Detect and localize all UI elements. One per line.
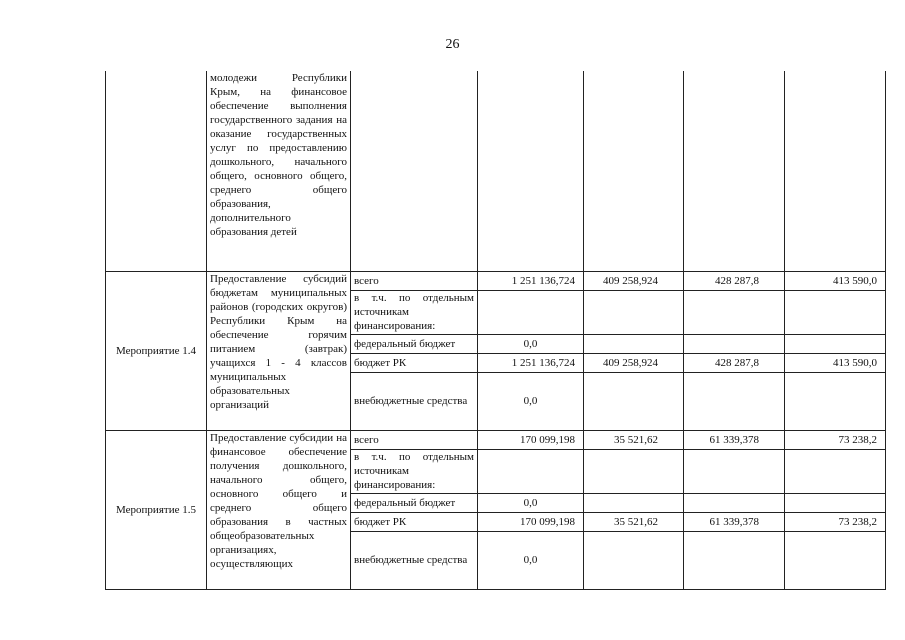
value-total: 170 099,198 <box>478 430 584 449</box>
source-label: бюджет РК <box>351 512 478 531</box>
table-row <box>106 430 886 449</box>
value-year <box>584 449 684 493</box>
source-label: в т.ч. по отдельным источникам финансирования: <box>351 449 478 493</box>
source-label: всего <box>351 271 478 290</box>
value-year <box>684 493 785 512</box>
page-number: 26 <box>445 37 460 52</box>
event-name: Мероприятие 1.4 <box>106 271 207 430</box>
continuation-row <box>106 71 886 271</box>
value-year <box>584 290 684 334</box>
value-year: 73 238,2 <box>785 512 886 531</box>
value-year: 428 287,8 <box>684 271 785 290</box>
event-description: Предоставление субсидии на финансовое обеспечение получения дошкольного, начального общего, основного общего и среднего общего образования в частных общеобразовательных организациях, осуществляющих <box>207 430 351 589</box>
value-year <box>785 290 886 334</box>
value-year <box>684 372 785 430</box>
value-year <box>785 493 886 512</box>
value-year <box>584 372 684 430</box>
value-total: 0,0 <box>478 531 584 589</box>
value-year: 409 258,924 <box>584 353 684 372</box>
value-year <box>584 493 684 512</box>
event-description: молодежи Республики Крым, на финансовое обеспечение выполнения государственного задания на оказание государственных услуг по предоставлению дошкольного, начального общего, основного общего, среднего общего образования, дополнительного образования детей <box>207 71 351 271</box>
value-year <box>684 290 785 334</box>
event-description: Предоставление субсидий бюджетам муниципальных районов (городских округов) Республики Крым на обеспечение горячим питанием (завтрак) учащихся 1 - 4 классов муниципальных образовательных организаций <box>207 271 351 430</box>
value-year <box>584 531 684 589</box>
source-label: в т.ч. по отдельным источникам финансирования: <box>351 290 478 334</box>
value-total: 0,0 <box>478 334 584 353</box>
value-year: 428 287,8 <box>684 353 785 372</box>
source-label: внебюджетные средства <box>351 372 478 430</box>
value-year <box>785 531 886 589</box>
value-year <box>684 334 785 353</box>
value-cell <box>684 71 785 271</box>
value-year <box>785 372 886 430</box>
value-year: 35 521,62 <box>584 430 684 449</box>
value-year: 61 339,378 <box>684 430 785 449</box>
value-year <box>785 449 886 493</box>
value-year: 35 521,62 <box>584 512 684 531</box>
value-total: 170 099,198 <box>478 512 584 531</box>
source-label: всего <box>351 430 478 449</box>
table-row <box>106 271 886 290</box>
value-year <box>785 334 886 353</box>
value-year: 413 590,0 <box>785 353 886 372</box>
value-total: 0,0 <box>478 372 584 430</box>
source-cell <box>351 71 478 271</box>
value-total <box>478 449 584 493</box>
value-total <box>478 290 584 334</box>
value-year: 409 258,924 <box>584 271 684 290</box>
value-cell <box>785 71 886 271</box>
budget-table <box>105 71 886 590</box>
value-total: 1 251 136,724 <box>478 271 584 290</box>
value-year: 413 590,0 <box>785 271 886 290</box>
value-total: 1 251 136,724 <box>478 353 584 372</box>
event-name-cell <box>106 71 207 271</box>
value-cell <box>584 71 684 271</box>
value-total: 0,0 <box>478 493 584 512</box>
value-year <box>684 531 785 589</box>
source-label: федеральный бюджет <box>351 334 478 353</box>
value-year: 61 339,378 <box>684 512 785 531</box>
value-year <box>684 449 785 493</box>
source-label: бюджет РК <box>351 353 478 372</box>
value-year: 73 238,2 <box>785 430 886 449</box>
value-cell <box>478 71 584 271</box>
source-label: федеральный бюджет <box>351 493 478 512</box>
value-year <box>584 334 684 353</box>
event-name: Мероприятие 1.5 <box>106 430 207 589</box>
source-label: внебюджетные средства <box>351 531 478 589</box>
